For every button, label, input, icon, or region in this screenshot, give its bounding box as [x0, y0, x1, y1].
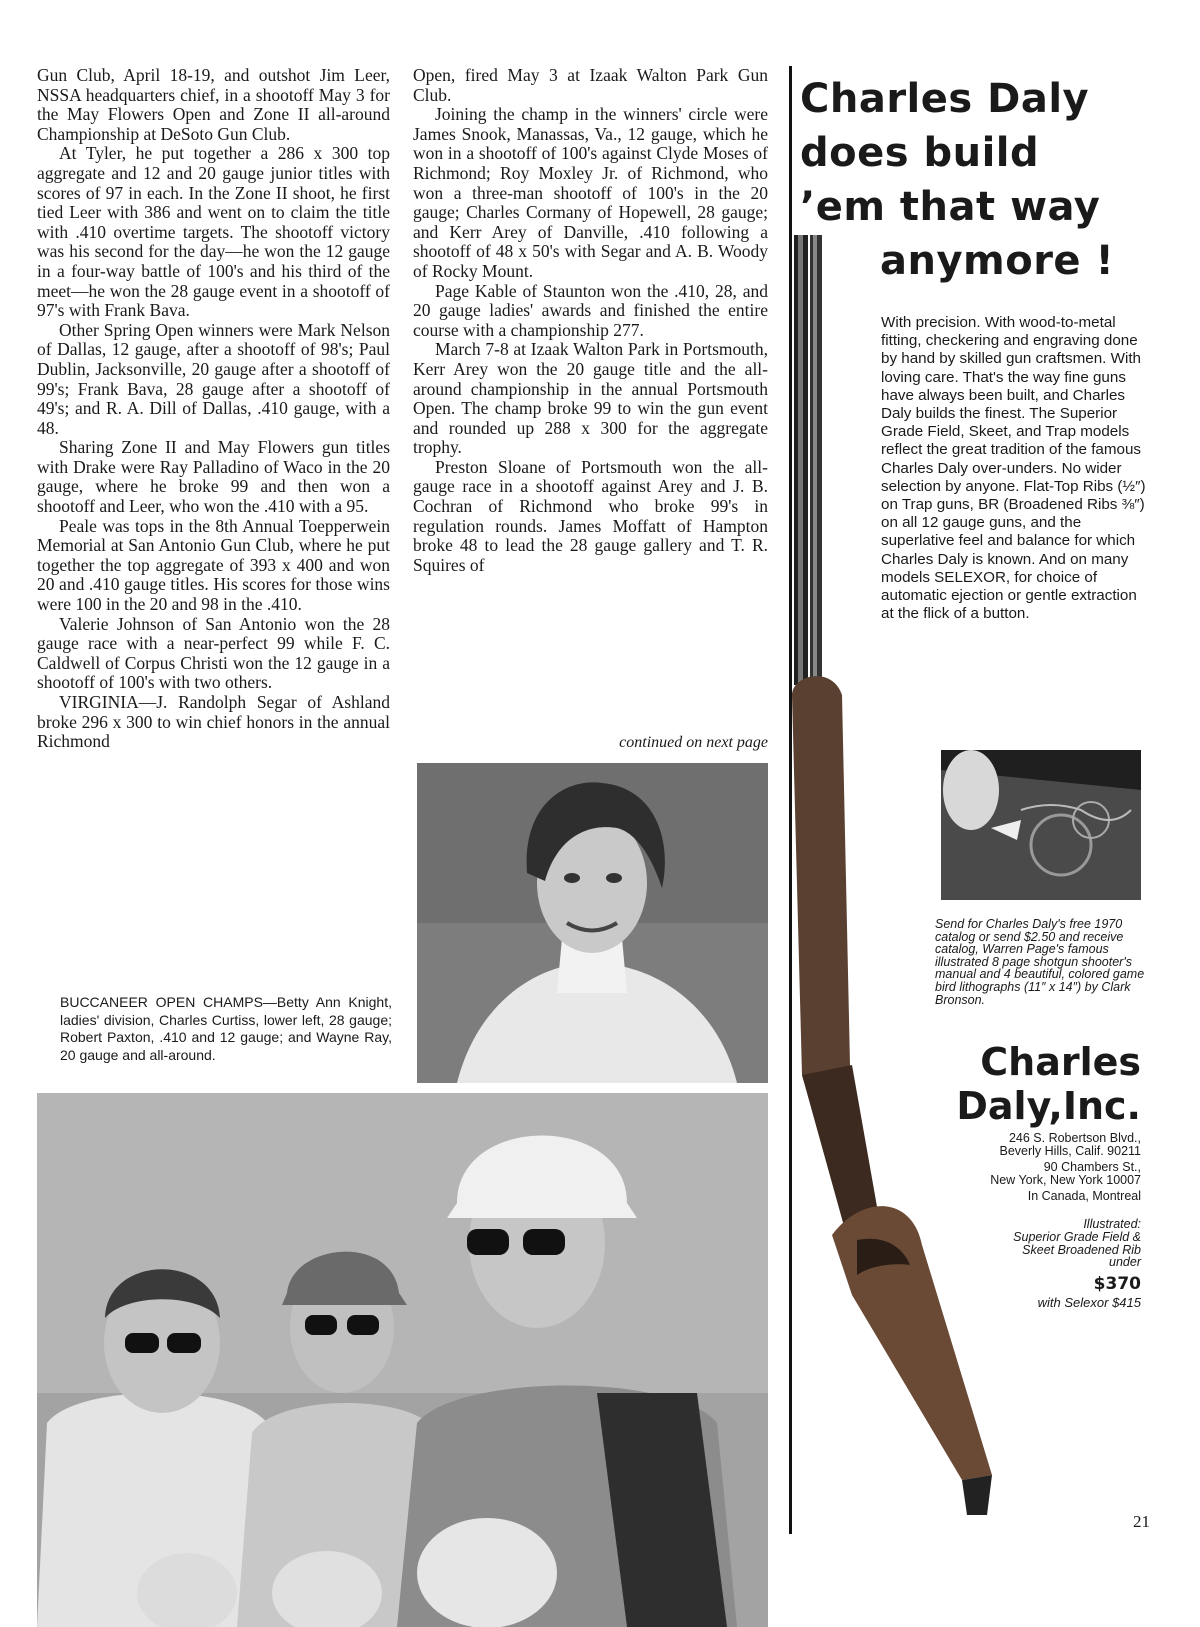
brand-line: Charles — [980, 1040, 1141, 1084]
illustrated-line: Illustrated: — [1083, 1217, 1141, 1231]
headline-line: Charles Daly — [800, 76, 1090, 122]
article-column-left — [37, 66, 390, 752]
address-line: 90 Chambers St., — [1043, 1160, 1141, 1174]
address-line: New York, New York 10007 — [990, 1173, 1141, 1187]
catalog-offer: Send for Charles Daly's free 1970 catalog or send $2.50 and receive catalog, Warren Page's famous illustrated 8 page shotgun shooter's manual and 4 beautiful, colored game bird lithographs (11″ x 14″) by Clark Bronson. — [935, 917, 1145, 1007]
paragraph: Other Spring Open winners were Mark Nelson of Dallas, 12 gauge, after a shootoff of 98's; Paul Dublin, Jacksonville, 20 gauge after a shootoff of 99's; Frank Bava, 28 gauge after a shootoff of 49's; and R. A. Dill of Dallas, .410 gauge, with a 48. — [37, 319, 390, 438]
address-line: In Canada, Montreal — [1027, 1189, 1141, 1203]
price-selexor: with Selexor $415 — [1037, 1295, 1141, 1310]
brand-line: Daly,Inc. — [956, 1084, 1141, 1128]
headline-line: ’em that way — [800, 184, 1101, 230]
address-line: Beverly Hills, Calif. 90211 — [999, 1144, 1141, 1158]
headline-line: does build — [800, 130, 1040, 176]
engraving-inset-photo — [941, 750, 1141, 900]
photo-woman-champion — [417, 763, 768, 1083]
continued-note: continued on next page — [619, 734, 768, 751]
photo-champs-illustration — [37, 1093, 768, 1627]
paragraph: Page Kable of Staunton won the .410, 28, and 20 gauge ladies' awards and finished the entire course with a championship 277. — [413, 280, 768, 340]
paragraph: Valerie Johnson of San Antonio won the 28 gauge race with a near-perfect 99 while F. C. Caldwell of Corpus Christi won the 12 gauge in a shootoff of 100's with two others. — [37, 613, 390, 693]
engraving-illustration — [941, 750, 1141, 900]
address-line: 246 S. Robertson Blvd., — [1008, 1131, 1141, 1145]
paragraph: Preston Sloane of Portsmouth won the all-gauge race in a shootoff against Arey and J. B. Cochran of Richmond who broke 99's in regulation rounds. James Moffatt of Hampton broke 48 to lead the 28 gauge gallery and T. R. Squires of — [413, 456, 768, 575]
paragraph: March 7-8 at Izaak Walton Park in Portsmouth, Kerr Arey won the 20 gauge title and the all-around championship in the annual Portsmouth Open. The champ broke 99 to win the gun event and rounded up 288 x 300 for the aggregate trophy. — [413, 339, 768, 458]
paragraph: Gun Club, April 18-19, and outshot Jim Leer, NSSA headquarters chief, in a shootoff May 3 for the May Flowers Open and Zone II all-around Championship at DeSoto Gun Club. — [37, 65, 390, 144]
headline-line: anymore ! — [880, 238, 1115, 284]
price: $370 — [1093, 1274, 1141, 1294]
company-addresses — [930, 1132, 1141, 1203]
paragraph: VIRGINIA—J. Randolph Segar of Ashland broke 296 x 300 to win chief honors in the annual Richmond — [37, 692, 390, 752]
paragraph: Peale was tops in the 8th Annual Toepperwein Memorial at San Antonio Gun Club, where he put together the top aggregate of 393 x 400 and won 20 and .410 gauge titles. His scores for those wins were 100 in the 20 and 98 in the .410. — [37, 515, 390, 615]
article-column-middle — [413, 66, 768, 575]
ad-headline — [800, 72, 1170, 288]
ad-body-text: With precision. With wood-to-metal fitting, checkering and engraving done by hand by skilled gun craftsmen. With loving care. That's the way fine guns have always been built, and Charles Daly builds the finest. The Superior Grade Field, Skeet, and Trap models reflect the great tradition of the famous Charles Daly over-unders. No wider selection by anyone. Flat-Top Ribs (½″) on Trap guns, BR (Broadened Ribs ⅜″) on all 12 gauge guns, and the superlative feel and balance for which Charles Daly is known. And on many models SELEXOR, for choice of automatic ejection or gentle extraction at the flick of a button. — [881, 314, 1146, 623]
paragraph: Open, fired May 3 at Izaak Walton Park Gun Club. — [413, 65, 768, 105]
photo-woman-illustration — [417, 763, 768, 1083]
paragraph: At Tyler, he put together a 286 x 300 top aggregate and 12 and 20 gauge junior titles with scores of 97 in each. In the Zone II shoot, he first tied Leer with 386 and went on to claim the title with .410 overtime targets. The shootoff victory was his second for the day—he won the 12 gauge in a four-way battle of 100's and his third of the meet—he won the 28 gauge event in a shootoff of 97's with Frank Bava. — [37, 143, 390, 321]
paragraph: Joining the champ in the winners' circle were James Snook, Manassas, Va., 12 gauge, which he won in a shootoff of 100's against Clyde Moses of Richmond; Roy Moxley Jr. of Richmond, who won a three-man shootoff of 100's in the 20 gauge; Charles Cormany of Hopewell, 28 gauge; and Kerr Arey of Danville, .410 following a shootoff of 48 x 50's with Segar and A. B. Woody of Rocky Mount. — [413, 104, 768, 281]
illustrated-line: Skeet Broadened Rib — [1022, 1242, 1141, 1257]
illustrated-line: under — [1109, 1255, 1141, 1270]
paragraph: Sharing Zone II and May Flowers gun titles with Drake were Ray Palladino of Waco in the 20 gauge, where he broke 99 and then won a shootoff and Leer, who won the .410 with a 95. — [37, 437, 390, 517]
illustrated-line: Superior Grade Field & — [1013, 1229, 1141, 1244]
photo-buccaneer-champs — [37, 1093, 768, 1627]
page-number: 21 — [1133, 1512, 1150, 1531]
brand-logo — [935, 1040, 1141, 1128]
illustrated-model-note — [950, 1218, 1141, 1269]
photo-caption: BUCCANEER OPEN CHAMPS—Betty Ann Knight, ladies' division, Charles Curtiss, lower left, 28 gauge; Robert Paxton, .410 and 12 gauge; and Wayne Ray, 20 gauge and all-around. — [60, 994, 392, 1063]
